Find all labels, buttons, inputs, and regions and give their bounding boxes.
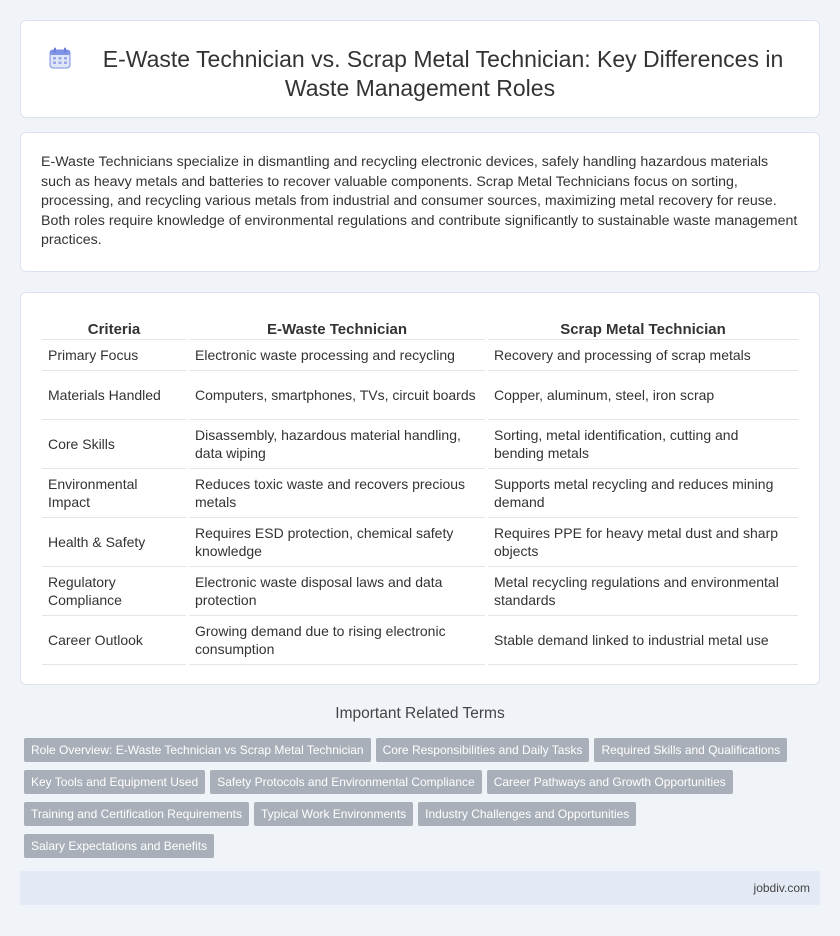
page-title-line-1: E-Waste Technician vs. Scrap Metal Technician: Key Differences in [102,46,784,72]
related-term-tag[interactable]: Career Pathways and Growth Opportunities [487,770,733,794]
table-cell: Environmental Impact [42,469,186,518]
table-cell: Computers, smartphones, TVs, circuit boards [189,371,485,420]
table-cell: Reduces toxic waste and recovers precious metals [189,469,485,518]
page-title [21,45,819,103]
table-cell: Career Outlook [42,616,186,665]
table-cell: Disassembly, hazardous material handling, data wiping [189,420,485,469]
related-term-tag[interactable]: Core Responsibilities and Daily Tasks [376,738,590,762]
table-cell: Supports metal recycling and reduces mining demand [488,469,798,518]
table-row [42,518,798,567]
header-scrap-metal: Scrap Metal Technician [488,315,798,340]
related-term-tag[interactable]: Industry Challenges and Opportunities [418,802,636,826]
table-cell: Electronic waste disposal laws and data protection [189,567,485,616]
related-term-tag[interactable]: Training and Certification Requirements [24,802,249,826]
related-terms-tags [24,738,824,866]
table-cell: Core Skills [42,420,186,469]
table-row [42,567,798,616]
header-e-waste: E-Waste Technician [189,315,485,340]
table-row [42,340,798,371]
comparison-table [39,315,801,665]
table-cell: Regulatory Compliance [42,567,186,616]
table-cell: Electronic waste processing and recycling [189,340,485,371]
related-term-tag[interactable]: Safety Protocols and Environmental Compliance [210,770,481,794]
table-cell: Materials Handled [42,371,186,420]
table-cell: Health & Safety [42,518,186,567]
table-cell: Metal recycling regulations and environmental standards [488,567,798,616]
table-cell: Copper, aluminum, steel, iron scrap [488,371,798,420]
table-row [42,616,798,665]
related-term-tag[interactable]: Typical Work Environments [254,802,413,826]
table-header-row [42,315,798,340]
intro-card [20,132,820,272]
table-cell: Primary Focus [42,340,186,371]
footer [20,871,820,905]
related-terms-heading: Important Related Terms [335,705,505,722]
footer-site-link[interactable]: jobdiv.com [753,881,810,895]
table-cell: Growing demand due to rising electronic consumption [189,616,485,665]
table-row [42,420,798,469]
related-term-tag[interactable]: Key Tools and Equipment Used [24,770,205,794]
table-cell: Sorting, metal identification, cutting and bending metals [488,420,798,469]
related-term-tag[interactable]: Role Overview: E-Waste Technician vs Scrap Metal Technician [24,738,371,762]
table-cell: Requires PPE for heavy metal dust and sharp objects [488,518,798,567]
header-criteria: Criteria [42,315,186,340]
table-cell: Stable demand linked to industrial metal use [488,616,798,665]
intro-paragraph: E-Waste Technicians specialize in dismantling and recycling electronic devices, safely handling hazardous materials such as heavy metals and batteries to recover valuable components. Scrap Metal Technicians focus on sorting, processing, and recycling various metals from industrial and consumer sources, maximizing metal recovery for reuse. Both roles require knowledge of environmental regulations and contribute significantly to sustainable waste management practices. [41,154,798,249]
table-row [42,469,798,518]
table-cell: Requires ESD protection, chemical safety knowledge [189,518,485,567]
table-cell: Recovery and processing of scrap metals [488,340,798,371]
title-card [20,20,820,118]
table-row [42,371,798,420]
page-title-line-2: Waste Management Roles [284,75,556,101]
comparison-card [20,292,820,685]
related-term-tag[interactable]: Salary Expectations and Benefits [24,834,214,858]
related-term-tag[interactable]: Required Skills and Qualifications [594,738,787,762]
